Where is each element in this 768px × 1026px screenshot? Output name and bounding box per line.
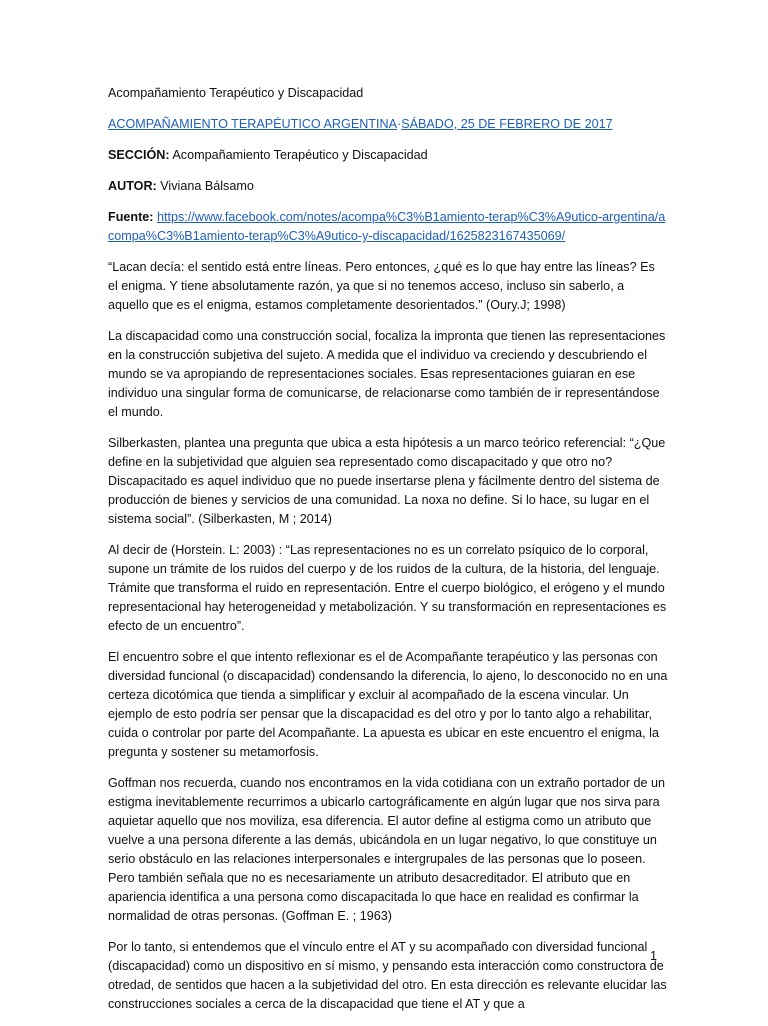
date-link[interactable]: SÁBADO, 25 DE FEBRERO DE 2017 bbox=[401, 117, 613, 131]
fuente-url-link[interactable]: https://www.facebook.com/notes/acompa%C3%B1amiento-terap%C3%A9utico-argentina/acompa%C3%B1amiento-terap%C3%A9utico-y-discapacidad/1625823167435069/ bbox=[108, 210, 666, 243]
paragraph-horstein: Al decir de (Horstein. L: 2003) : “Las representaciones no es un correlato psíquico de lo corporal, supone un trámite de los ruidos del cuerpo y de los ruidos de la cultura, de la historia, del lenguaje. Trámite que transforma el ruido en representación. Entre el cuerpo biológico, el erógeno y el mundo representacional hay heterogeneidad y metabolización. Y su transformación en representaciones es efecto de un encuentro”. bbox=[108, 543, 667, 633]
fuente-line bbox=[108, 208, 668, 246]
paragraph-por-lo-tanto: Por lo tanto, si entendemos que el vínculo entre el AT y su acompañado con diversidad funcional (discapacidad) como un dispositivo en sí mismo, y pensando esta interacción como constructora de otredad, de sentidos que hacen a la subjetividad del otro. En esta dirección es relevante elucidar las construcciones sociales a cerca de la discapacidad que tiene el AT y que a bbox=[108, 940, 667, 1011]
paragraph-silberkasten: Silberkasten, plantea una pregunta que ubica a esta hipótesis a un marco teórico referencial: “¿Que define en la subjetividad que alguien sea representado como discapacitado y que otro no? Discapacitado es aquel individuo que no puede insertarse plena y fácilmente dentro del sistema de producción de bienes y servicios de una comunidad. La noxa no define. Si lo hace, su lugar en el sistema social”. (Silberkasten, M ; 2014) bbox=[108, 436, 666, 526]
paragraph-discapacidad: La discapacidad como una construcción social, focaliza la impronta que tienen las representaciones en la construcción subjetiva del sujeto. A medida que el individuo va creciendo y descubriendo el mundo se va apropiando de representaciones sociales. Esas representaciones guiaran en ese individuo una singular forma de comunicarse, de relacionarse como también de ir representándose el mundo. bbox=[108, 329, 666, 419]
source-link[interactable]: ACOMPAÑAMIENTO TERAPÉUTICO ARGENTINA bbox=[108, 117, 397, 131]
document-title: Acompañamiento Terapéutico y Discapacidad bbox=[108, 86, 364, 100]
paragraph-quote-lacan: “Lacan decía: el sentido está entre líneas. Pero entonces, ¿qué es lo que hay entre las líneas? Es el enigma. Y tiene absolutamente razón, ya que si no tenemos acceso, incluso sin saberlo, a aquello que es el enigma, estamos completamente desorientados.” (Oury.J; 1998) bbox=[108, 260, 655, 312]
fuente-label: Fuente: bbox=[108, 210, 154, 224]
author-label: AUTOR: bbox=[108, 179, 157, 193]
section-value: Acompañamiento Terapéutico y Discapacidad bbox=[169, 148, 428, 162]
source-line bbox=[108, 115, 668, 134]
document-body bbox=[108, 84, 668, 1026]
separator-dot: · bbox=[397, 117, 402, 131]
author-value: Viviana Bálsamo bbox=[156, 179, 254, 193]
section-line bbox=[108, 146, 668, 165]
author-line bbox=[108, 177, 668, 196]
paragraph-goffman: Goffman nos recuerda, cuando nos encontramos en la vida cotidiana con un extraño portador de un estigma inevitablemente recurrimos a ubicarlo cartográficamente en algún lugar que nos sirva para aquietar aquello que nos moviliza, esa diferencia. El autor define al estigma como un atributo que vuelve a una persona diferente a las demás, ubicándola en un lugar negativo, lo que constituye un serio obstáculo en las relaciones interpersonales e intergrupales de las personas que lo poseen. Pero también señala que no es necesariamente un atributo desacreditador. El atributo que en apariencia identifica a una persona como discapacitada lo que hace en realidad es confirmar la normalidad de otras personas. (Goffman E. ; 1963) bbox=[108, 776, 666, 923]
paragraph-encuentro: El encuentro sobre el que intento reflexionar es el de Acompañante terapéutico y las personas con diversidad funcional (o discapacidad) condensando la diferencia, lo ajeno, lo desconocido no en una certeza dicotómica que tienda a simplificar y excluir al acompañado de la escena vincular. Un ejemplo de esto podría ser pensar que la discapacidad es del otro y por lo tanto algo a rehabilitar, cuida o controlar por parte del Acompañante. La apuesta es ubicar en este encuentro el enigma, la pregunta y sostener su metamorfosis. bbox=[108, 650, 668, 759]
section-label: SECCIÓN: bbox=[108, 148, 170, 162]
page-number: 1 bbox=[650, 949, 658, 963]
